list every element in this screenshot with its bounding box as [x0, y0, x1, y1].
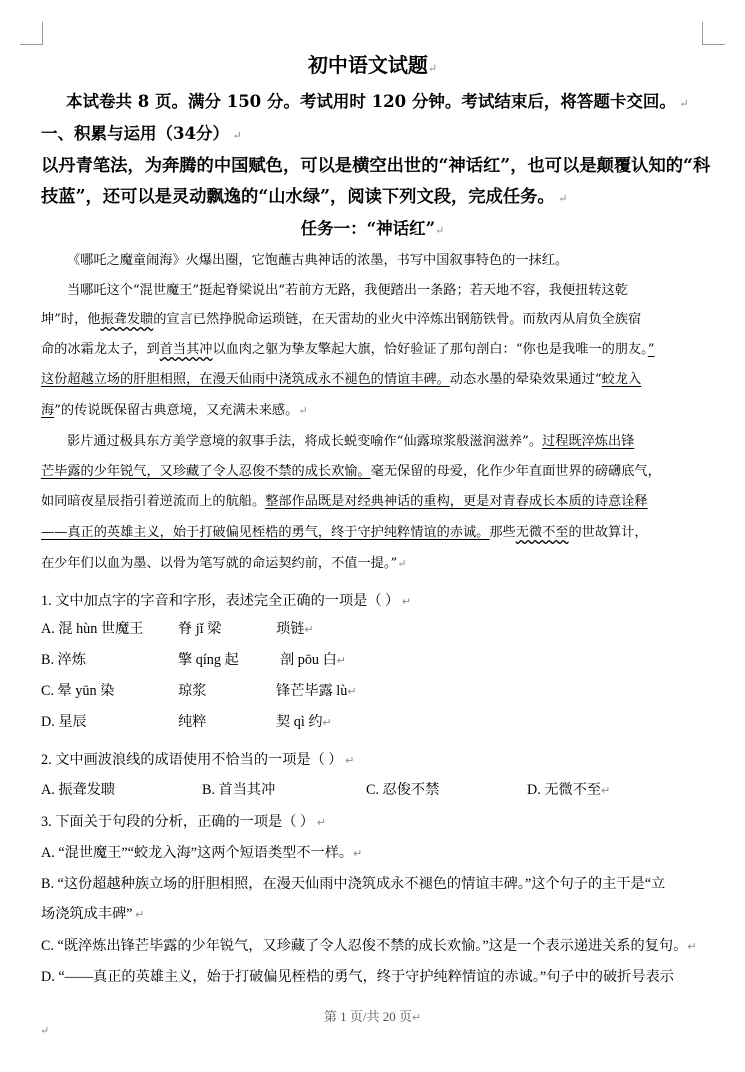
page-footer: 第 1 页/共 20 页↵: [323, 1009, 422, 1024]
idiom-2: 首当其冲: [159, 342, 213, 357]
q1-option-d-2: 纯粹: [178, 714, 207, 730]
q1-option-b: B. 淬炼: [41, 652, 86, 668]
passage-line-10: ——真正的英雄主义，始于打破偏见桎梏的勇气，终于守护纯粹情谊的赤诚。那些无微不至的世故算计，: [41, 525, 648, 540]
passage-line-4: 命的冰霜龙太子，到首当其冲以血肉之躯为挚友擎起大旗，恰好验证了那句剖白：“你也是我唯一的朋友。”: [41, 342, 655, 357]
task-heading: 任务一：“神话红”↵: [300, 219, 445, 238]
q2-option-d: D. 无微不至↵: [527, 782, 611, 798]
lead-line-2: 技蓝”，还可以是灵动飘逸的“山水绿”，阅读下列文段，完成任务。 ↵: [41, 187, 568, 207]
q1-option-d-3: 契 qì 约↵: [276, 714, 332, 730]
q1-option-b-2: 擎 qíng 起: [178, 652, 239, 668]
paragraph-mark: ↵: [40, 1024, 50, 1037]
q1-option-a: A. 混 hùn 世魔王: [41, 621, 144, 637]
q1-option-a-2: 脊 jǐ 梁: [178, 621, 222, 637]
question-3-stem: 3. 下面关于句段的分析，正确的一项是（ ） ↵: [41, 814, 327, 830]
passage-line-1: 《哪吒之魔童闹海》火爆出圈，它饱蘸古典神话的浓墨，书写中国叙事特色的一抹红。: [67, 253, 569, 268]
question-2-stem: 2. 文中画波浪线的成语使用不恰当的一项是（ ） ↵: [41, 752, 355, 768]
passage-line-9: 如同暗夜星辰指引着逆流而上的航船。整部作品既是对经典神话的重构，更是对青春成长本质的诗意诠释: [41, 494, 648, 509]
q3-option-b-line-2: 场浇筑成丰碑” ↵: [41, 906, 145, 922]
q3-option-b-line-1: B. “这份超越种族立场的肝胆相照，在漫天仙雨中浇筑成永不褪色的情谊丰碑。”这个句子的主干是“立: [41, 876, 666, 892]
passage-line-7: 影片通过极具东方美学意境的叙事手法，将成长蜕变喻作“仙露琼浆般滋润滋养”。过程既淬炼出锋: [67, 434, 635, 449]
q2-option-c: C. 忍俊不禁: [366, 782, 440, 798]
q1-option-a-3: 琐链↵: [276, 621, 314, 637]
q1-option-c-2: 琼浆: [178, 683, 207, 699]
idiom-3: 无微不至: [515, 525, 569, 540]
passage-line-3: 坤”时，他振聋发聩的宣言已然挣脱命运琐链，在天雷劫的业火中淬炼出钢筋铁骨。而敖丙从肩负全族宿: [41, 312, 642, 327]
passage-line-5: 这份超越立场的肝胆相照，在漫天仙雨中浇筑成永不褪色的情谊丰碑。动态水墨的晕染效果通过“蛟龙入: [41, 372, 642, 387]
q1-option-b-3: 剖 pōu 白↵: [280, 652, 346, 668]
page-title: 初中语文试题↵: [307, 53, 438, 77]
q3-option-c: C. “既淬炼出锋芒毕露的少年锐气，又珍藏了令人忍俊不禁的成长欢愉。”这是一个表示递进关系的复句。↵: [41, 938, 697, 954]
q1-option-c: C. 晕 yūn 染: [41, 683, 115, 699]
q2-option-a: A. 振聋发聩: [41, 782, 116, 798]
corner-mark-right: [702, 22, 725, 45]
question-1-stem: 1. 文中加点字的字音和字形，表述完全正确的一项是（ ） ↵: [41, 593, 412, 609]
exam-intro: 本试卷共 8 页。满分 150 分。考试用时 120 分钟。考试结束后，将答题卡交回。 ↵: [66, 92, 689, 111]
q2-option-b: B. 首当其冲: [202, 782, 276, 798]
passage-line-11: 在少年们以血为墨、以骨为笔写就的命运契约前，不值一提。”↵: [41, 556, 407, 571]
q1-option-c-3: 锋芒毕露 lù↵: [276, 683, 357, 699]
lead-line-1: 以丹青笔法，为奔腾的中国赋色，可以是横空出世的“神话红”，也可以是颠覆认知的“科: [41, 156, 711, 176]
corner-mark-left: [20, 22, 43, 45]
passage-line-2: 当哪吒这个“混世魔王”挺起脊梁说出“若前方无路，我便踏出一条路；若天地不容，我便扭转这乾: [67, 283, 628, 298]
section-heading: 一、积累与运用（34分） ↵: [41, 124, 242, 143]
passage-line-6: 海”的传说既保留古典意境，又充满未来感。↵: [41, 403, 308, 418]
q3-option-d: D. “——真正的英雄主义，始于打破偏见桎梏的勇气，终于守护纯粹情谊的赤诚。”句子中的破折号表示: [41, 969, 674, 985]
q3-option-a: A. “混世魔王”“蛟龙入海”这两个短语类型不一样。↵: [41, 845, 363, 861]
idiom-1: 振聋发聩: [100, 312, 154, 327]
q1-option-d: D. 星辰: [41, 714, 87, 730]
passage-line-8: 芒毕露的少年锐气，又珍藏了令人忍俊不禁的成长欢愉。毫无保留的母爱，化作少年直面世界的磅礴底气，: [41, 464, 661, 479]
